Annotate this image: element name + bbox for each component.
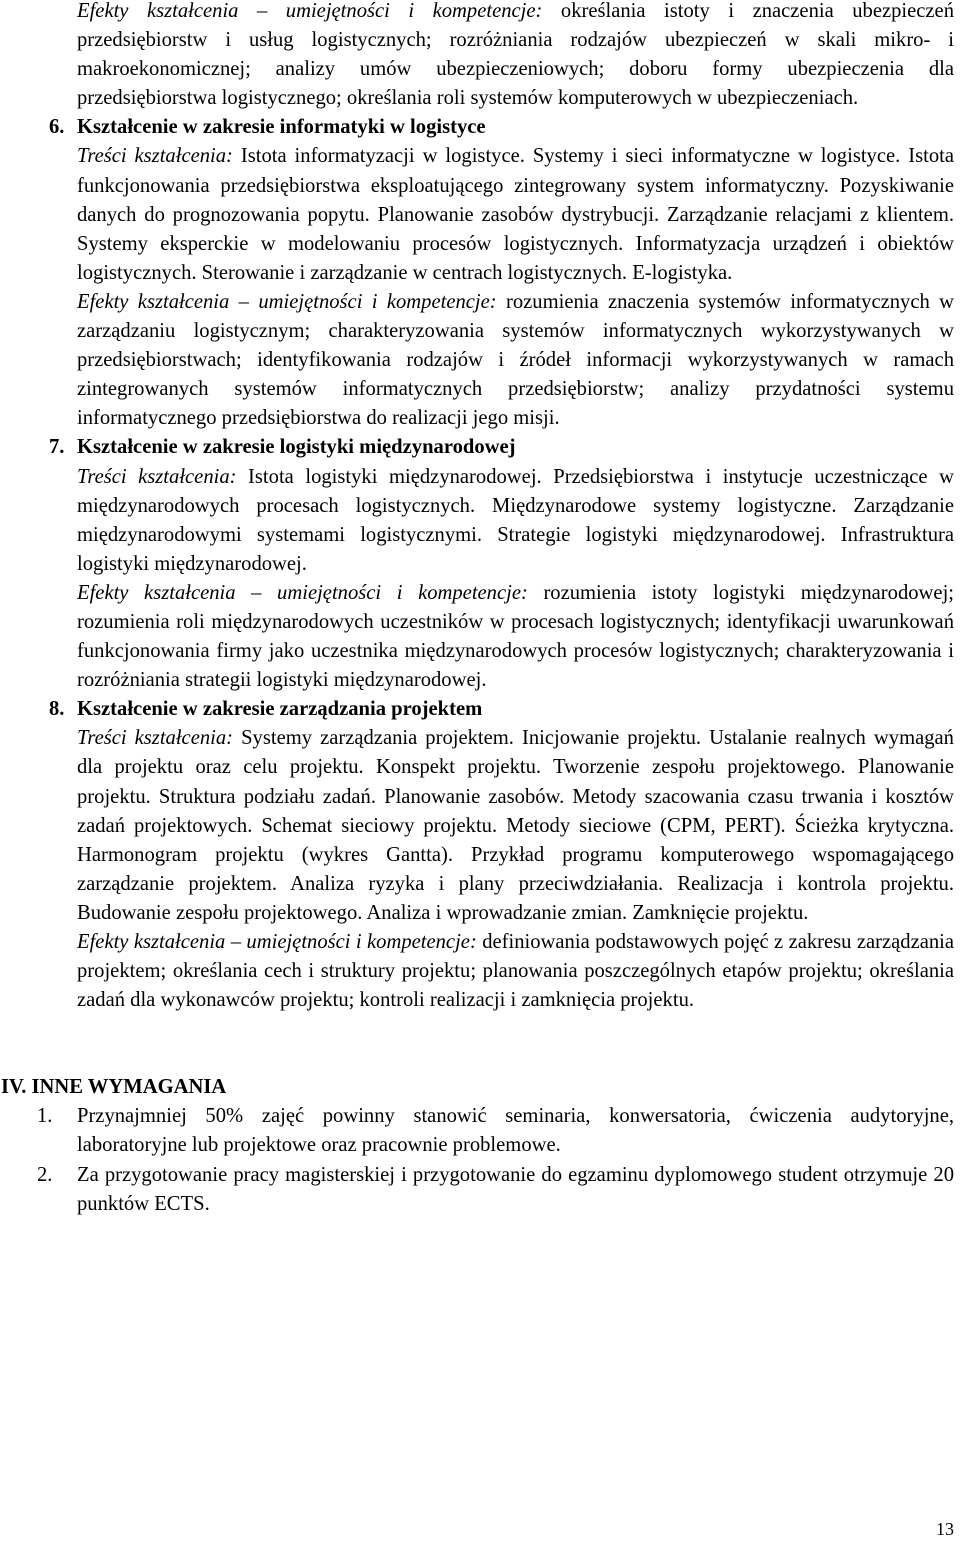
list-item-number: 1.: [37, 1105, 53, 1128]
list-item-number: 2.: [37, 1163, 53, 1186]
content-text: Systemy zarządzania projektem. Inicjowanie projektu. Ustalanie realnych wymagań dla projektu oraz celu projektu. Konspekt projektu. Tworzenie zespołu projektowego. Planowanie projektu. Struktura podziału zadań. Planowanie zasobów. Metody szacowania czasu trwania i kosztów zadań projektowych. Schemat sieciowy projektu. Metody sieciowe (CPM, PERT). Ścieżka krytyczna. Harmonogram projektu (wykres Gantta). Przykład programu komputerowego wspomagającego zarządzanie projektem. Analiza ryzyka i plany przeciwdziałania. Realizacja i kontrola projektu. Budowanie zespołu projektowego. Analiza i wprowadzanie zmian. Zamknięcie projektu.: [77, 727, 954, 924]
page-number: 13: [936, 1519, 954, 1539]
list-item: [37, 1161, 954, 1219]
effects-paragraph: [77, 0, 954, 113]
content-lead: Treści kształcenia:: [77, 727, 234, 750]
content-lead: Treści kształcenia:: [77, 145, 233, 168]
effects-text: rozumienia istoty logistyki międzynarodowej; rozumienia roli międzynarodowych uczestników w procesach logistycznych; identyfikacji uwarunkowań funkcjonowania firmy jako uczestnika międzynarodowych procesów logistycznych; charakteryzowania i rozróżniania strategii logistyki międzynarodowej.: [77, 581, 955, 692]
section-8-heading: [49, 695, 954, 724]
part-heading: IV. INNE WYMAGANIA: [1, 1076, 227, 1099]
section-title: Kształcenie w zakresie zarządzania projektem: [77, 698, 483, 721]
section-number: 8.: [49, 698, 65, 721]
section-8-body: [77, 724, 954, 1015]
content-text: Istota logistyki międzynarodowej. Przedsiębiorstwa i instytucje uczestniczące w międzynarodowych procesach logistycznych. Międzynarodowe systemy logistyczne. Zarządzanie międzynarodowymi systemami logistycznymi. Strategie logistyki międzynarodowej. Infrastruktura logistyki międzynarodowej.: [77, 465, 954, 575]
section-title: Kształcenie w zakresie logistyki międzynarodowej: [77, 436, 516, 459]
effects-text: rozumienia znaczenia systemów informatycznych w zarządzaniu logistycznym; charakteryzowania systemów informatycznych wykorzystywanych w przedsiębiorstwach; identyfikowania rodzajów i źródeł informacji wykorzystywanych w ramach zintegrowanych systemów informatycznych przedsiębiorstw; analizy przydatności systemu informatycznego przedsiębiorstwa do realizacji jego misji.: [77, 290, 954, 430]
content-paragraph: [77, 724, 954, 928]
content-text: Istota informatyzacji w logistyce. Systemy i sieci informatyczne w logistyce. Istota funkcjonowania przedsiębiorstwa eksploatującego zintegrowany system informatyczny. Pozyskiwanie danych do prognozowania popytu. Planowanie zasobów dystrybucji. Zarządzanie relacjami z klientem. Systemy eksperckie w modelowaniu procesów logistycznych. Informatyzacja urządzeń i obiektów logistycznych. Sterowanie i zarządzanie w centrach logistycznych. E-logistyka.: [77, 145, 954, 284]
section-title: Kształcenie w zakresie informatyki w logistyce: [77, 116, 486, 139]
section-6-heading: [49, 113, 954, 142]
effects-lead: Efekty kształcenia – umiejętności i kompetencje:: [77, 581, 528, 604]
content-lead: Treści kształcenia:: [77, 465, 237, 488]
spacer: [0, 1015, 960, 1073]
content-paragraph: [77, 142, 954, 287]
section-5-effects: [77, 0, 954, 113]
section-7-body: [77, 463, 954, 696]
effects-lead: Efekty kształcenia – umiejętności i kompetencje:: [77, 931, 477, 953]
effects-text: określania istoty i znaczenia ubezpieczeń przedsiębiorstw i usług logistycznych; rozróżniania rodzajów ubezpieczeń w skali mikro- i makroekonomicznej; analizy umów ubezpieczeniowych; doboru formy ubezpieczenia dla przedsiębiorstwa logistycznego; określania roli systemów komputerowych w ubezpieczeniach.: [77, 0, 954, 110]
effects-text: definiowania podstawowych pojęć z zakresu zarządzania projektem; określania cech i struktury projektu; planowania poszczególnych etapów projektu; określania zadań dla wykonawców projektu; kontroli realizacji i zamknięcia projektu.: [77, 931, 955, 1012]
effects-paragraph: [77, 928, 954, 1015]
effects-lead: Efekty kształcenia – umiejętności i kompetencje:: [77, 290, 497, 313]
effects-lead: Efekty kształcenia – umiejętności i kompetencje:: [77, 0, 543, 22]
effects-paragraph: [77, 288, 954, 433]
section-6-body: [77, 142, 954, 433]
list-item-text: Za przygotowanie pracy magisterskiej i przygotowanie do egzaminu dyplomowego student otrzymuje 20 punktów ECTS.: [77, 1163, 954, 1215]
list-item-text: Przynajmniej 50% zajęć powinny stanowić seminaria, konwersatoria, ćwiczenia audytoryjne, laboratoryjne lub projektowe oraz pracownie problemowe.: [77, 1105, 954, 1157]
section-number: 7.: [49, 436, 65, 459]
section-7-heading: [49, 433, 954, 462]
section-number: 6.: [49, 116, 65, 139]
content-paragraph: [77, 463, 954, 579]
list-item: [37, 1102, 954, 1160]
effects-paragraph: [77, 579, 954, 695]
